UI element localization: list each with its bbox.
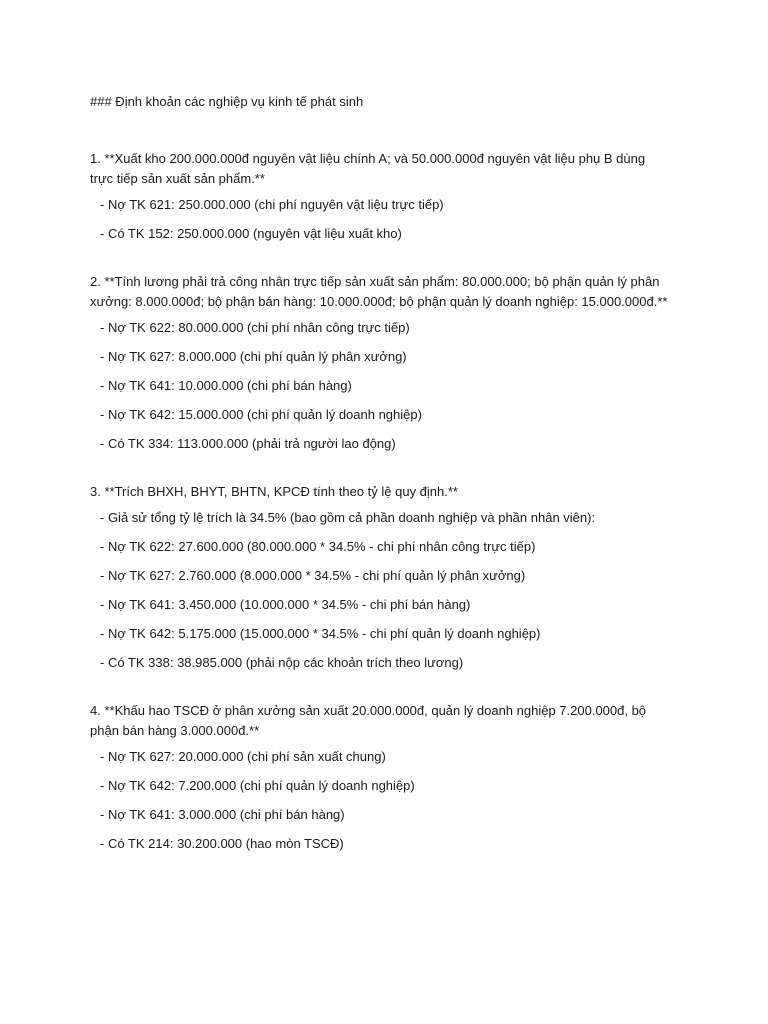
section-title: 2. **Tính lương phải trả công nhân trực tiếp sản xuất sản phẩm: 80.000.000; bộ phận quản lý phân xưởng: 8.000.000đ; bộ phận bán hàng: 10.000.000đ; bộ phận quản lý doanh nghiệp: 15.000.000đ.** bbox=[90, 274, 668, 309]
journal-entry: - Có TK 334: 113.000.000 (phải trả người lao động) bbox=[100, 436, 396, 451]
journal-entry: - Giả sử tổng tỷ lệ trích là 34.5% (bao gồm cả phần doanh nghiệp và phần nhân viên): bbox=[100, 510, 596, 525]
section-title: 3. **Trích BHXH, BHYT, BHTN, KPCĐ tính theo tỷ lệ quy định.** bbox=[90, 484, 458, 499]
journal-entry: - Có TK 338: 38.985.000 (phải nộp các khoản trích theo lương) bbox=[100, 655, 464, 670]
journal-entry: - Nợ TK 641: 10.000.000 (chi phí bán hàng) bbox=[100, 378, 352, 393]
journal-entry: - Nợ TK 627: 8.000.000 (chi phí quản lý phân xưởng) bbox=[100, 349, 407, 364]
entry-section-1 bbox=[90, 149, 670, 244]
entry-section-3 bbox=[90, 482, 670, 673]
entry-section-4 bbox=[90, 701, 670, 854]
journal-entry: - Nợ TK 641: 3.000.000 (chi phí bán hàng) bbox=[100, 807, 345, 822]
journal-entry: - Nợ TK 641: 3.450.000 (10.000.000 * 34.5% - chi phí bán hàng) bbox=[100, 597, 471, 612]
journal-entry: - Có TK 152: 250.000.000 (nguyên vật liệu xuất kho) bbox=[100, 226, 402, 241]
journal-entry: - Nợ TK 622: 80.000.000 (chi phí nhân công trực tiếp) bbox=[100, 320, 410, 335]
journal-entry: - Nợ TK 642: 5.175.000 (15.000.000 * 34.5% - chi phí quản lý doanh nghiệp) bbox=[100, 626, 541, 641]
journal-entry: - Nợ TK 621: 250.000.000 (chi phí nguyên vật liệu trực tiếp) bbox=[100, 197, 444, 212]
journal-entry: - Nợ TK 642: 7.200.000 (chi phí quản lý doanh nghiệp) bbox=[100, 778, 415, 793]
journal-entry: - Có TK 214: 30.200.000 (hao mòn TSCĐ) bbox=[100, 836, 344, 851]
journal-entry: - Nợ TK 642: 15.000.000 (chi phí quản lý doanh nghiệp) bbox=[100, 407, 422, 422]
section-title: 1. **Xuất kho 200.000.000đ nguyên vật liệu chính A; và 50.000.000đ nguyên vật liệu phụ B dùng trực tiếp sản xuất sản phẩm.** bbox=[90, 151, 646, 186]
journal-entry: - Nợ TK 622: 27.600.000 (80.000.000 * 34.5% - chi phí nhân công trực tiếp) bbox=[100, 539, 536, 554]
document-heading: ### Định khoản các nghiệp vụ kinh tế phát sinh bbox=[90, 94, 364, 109]
document-page bbox=[90, 92, 670, 882]
section-title: 4. **Khấu hao TSCĐ ở phân xưởng sản xuất 20.000.000đ, quản lý doanh nghiệp 7.200.000đ, bộ phận bán hàng 3.000.000đ.** bbox=[90, 703, 647, 738]
journal-entry: - Nợ TK 627: 20.000.000 (chi phí sản xuất chung) bbox=[100, 749, 386, 764]
entry-section-2 bbox=[90, 272, 670, 454]
journal-entry: - Nợ TK 627: 2.760.000 (8.000.000 * 34.5% - chi phí quản lý phân xưởng) bbox=[100, 568, 526, 583]
